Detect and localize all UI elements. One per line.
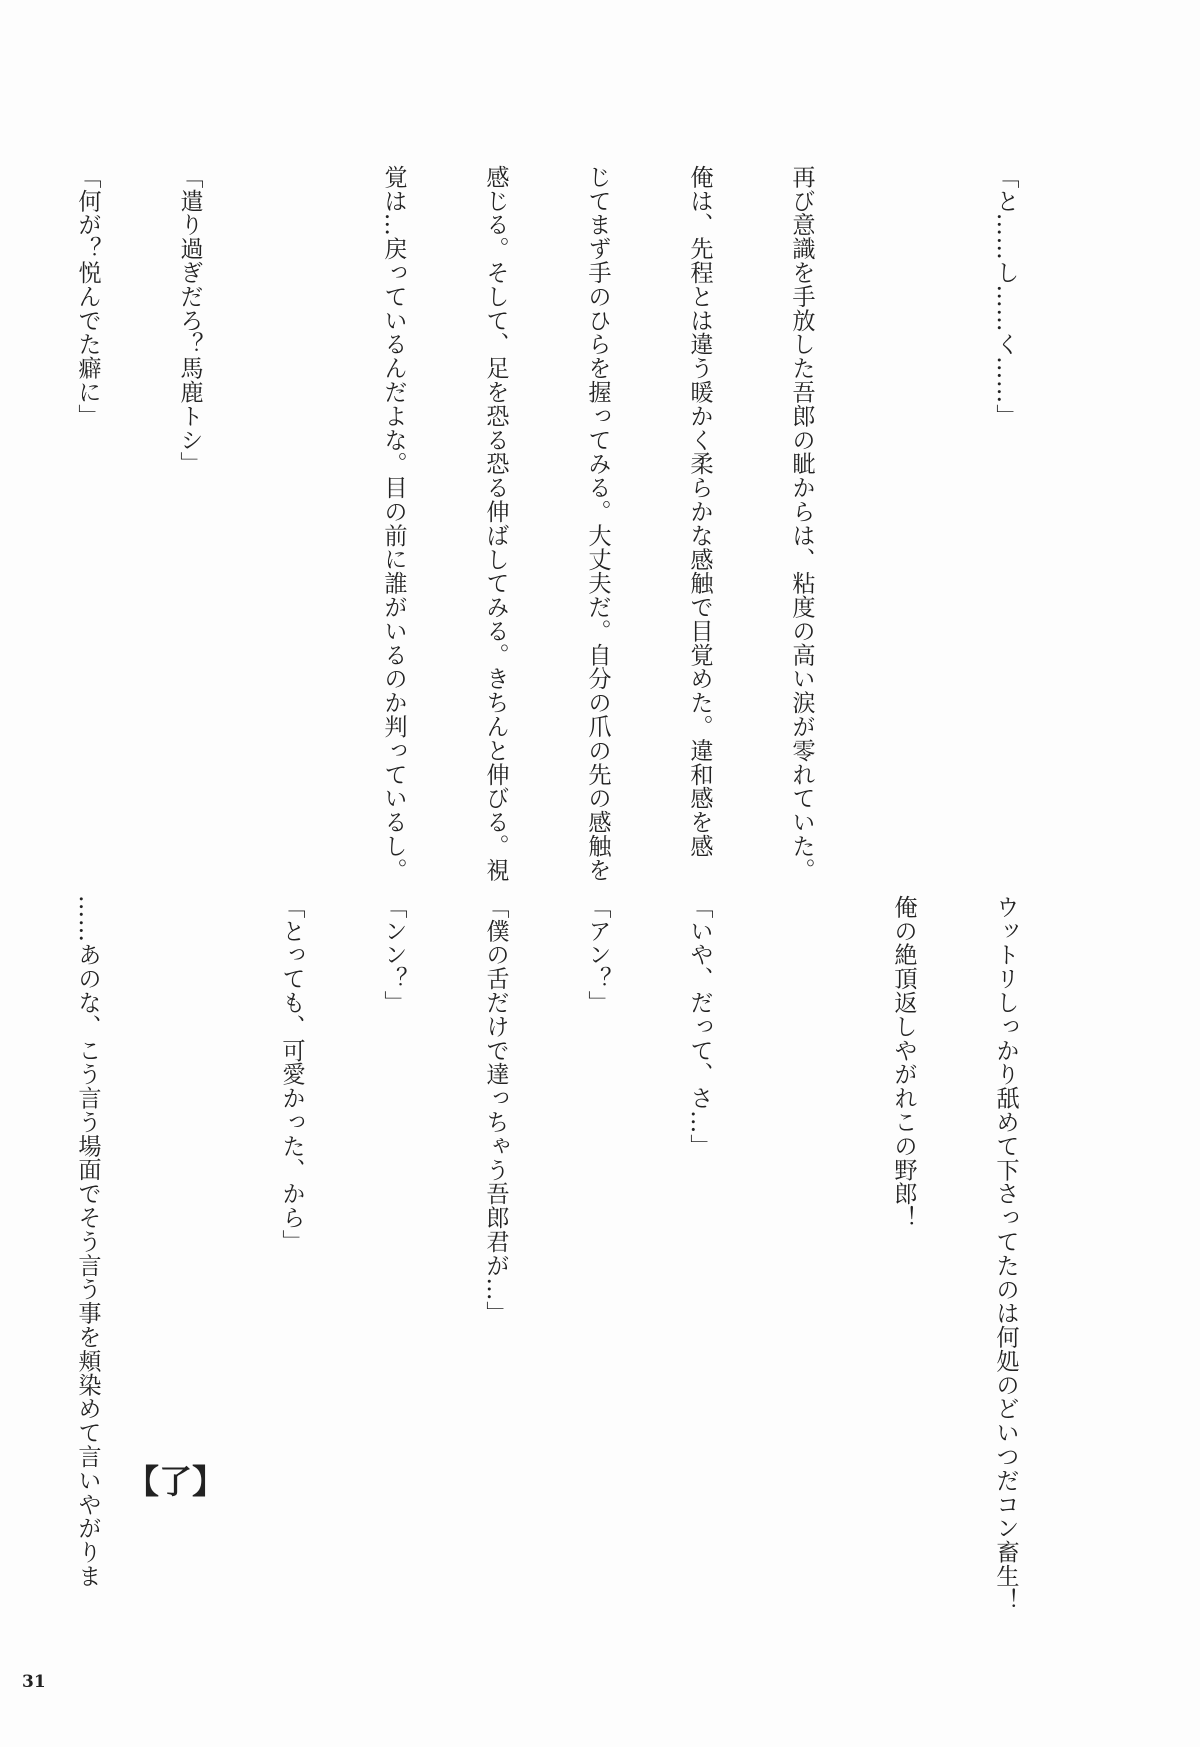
text-line: 「いや、だって、さ…」 bbox=[686, 895, 713, 1158]
text-line: 俺の絶頂返しやがれこの野郎！ bbox=[890, 895, 917, 1230]
text-line: ……あのな、こう言う場面でそう言う事を頬染めて言いやがりま bbox=[74, 895, 101, 1588]
text-line: 「何が？悦んでた癖に」 bbox=[74, 165, 101, 428]
upper-text-column bbox=[0, 165, 1090, 905]
text-line: 「ンン？」 bbox=[380, 895, 407, 1015]
text-line bbox=[274, 165, 308, 905]
text-line: 「遣り過ぎだろ？馬鹿トシ」 bbox=[176, 165, 203, 476]
text-line: 「僕の舌だけで達っちゃう吾郎君が…」 bbox=[482, 895, 509, 1326]
end-mark: 【了】 bbox=[126, 1462, 225, 1501]
text-line: 再び意識を手放した吾郎の眦からは、粘度の高い涙が零れていた。 bbox=[788, 165, 815, 882]
text-line: 「アン？」 bbox=[584, 895, 611, 1015]
text-line: 「と……し……く……」 bbox=[992, 165, 1019, 428]
page-number: 31 bbox=[22, 1672, 46, 1692]
text-line: 「とっても、可愛かった、から」 bbox=[278, 895, 305, 1254]
text-line: じてまず手のひらを握ってみる。大丈夫だ。自分の爪の先の感触を bbox=[584, 165, 611, 882]
text-line: 覚は…戻っているんだよな。目の前に誰がいるのか判っているし。 bbox=[380, 165, 407, 882]
text-line: 俺は、先程とは違う暖かく柔らかな感触で目覚めた。違和感を感 bbox=[686, 165, 713, 858]
text-line bbox=[172, 895, 206, 1615]
text-line bbox=[784, 895, 818, 1615]
lower-text-column bbox=[0, 895, 1090, 1615]
text-line: 感じる。そして、足を恐る恐る伸ばしてみる。きちんと伸びる。視 bbox=[482, 165, 509, 882]
text-line bbox=[886, 165, 920, 905]
text-line bbox=[0, 895, 2, 1615]
text-line bbox=[0, 165, 2, 905]
text-line: ウットリしっかり舐めて下さってたのは何処のどいつだコン畜生！ bbox=[992, 895, 1019, 1612]
